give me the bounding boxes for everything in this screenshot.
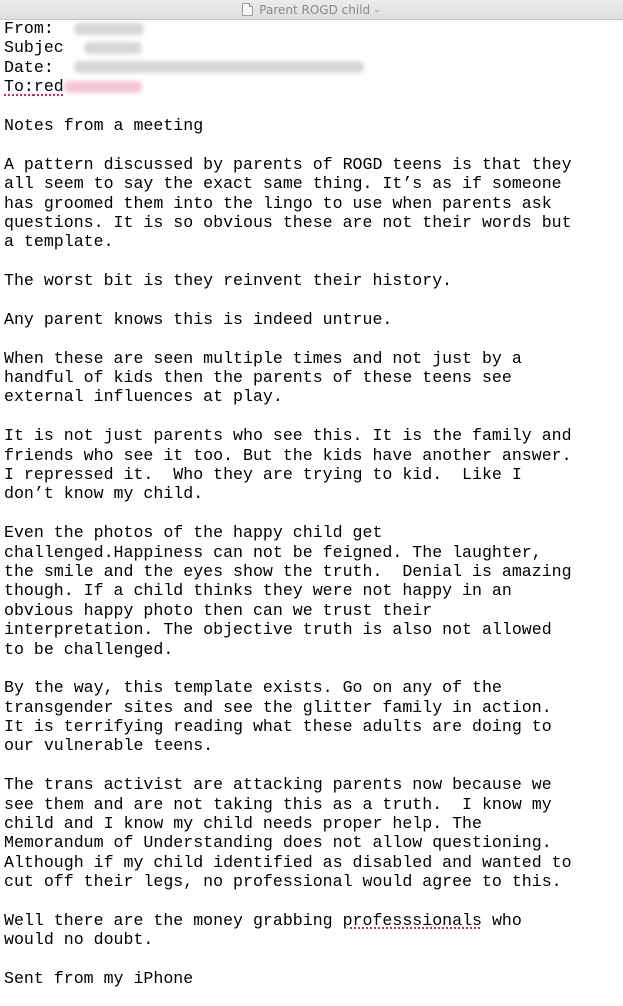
body-line: It is not just parents who see this. It is the family and — [4, 426, 572, 446]
redacted-subject — [84, 42, 142, 54]
body-line: handful of kids then the parents of these teens see — [4, 368, 512, 388]
body-line: Even the photos of the happy child get — [4, 523, 383, 543]
body-line: A pattern discussed by parents of ROGD teens is that they — [4, 154, 572, 174]
body-line: The trans activist are attacking parents now because we — [4, 775, 552, 795]
body-line: friends who see it too. But the kids have another answer. — [4, 445, 572, 465]
body-line: has groomed them into the lingo to use when parents ask — [4, 193, 552, 213]
window-title: Parent ROGD child — [259, 2, 371, 17]
note-title: Notes from a meeting — [4, 115, 204, 135]
body-line: It is terrifying reading what these adults are doing to — [4, 717, 552, 737]
body-line: When these are seen multiple times and not just by a — [4, 348, 522, 368]
body-line: questions. It is so obvious these are not their words but — [4, 212, 572, 232]
body-line: child and I know my child needs proper help. The — [4, 814, 482, 834]
body-line: our vulnerable teens. — [4, 736, 214, 756]
body-line: don’t know my child. — [4, 484, 204, 504]
redacted-sender — [74, 23, 144, 35]
body-line: Well there are the money grabbing professsionals who — [4, 910, 522, 930]
body-line: the smile and the eyes show the truth. Denial is amazing — [4, 561, 572, 581]
email-text-area[interactable] — [4, 19, 615, 989]
body-line: The worst bit is they reinvent their history. — [4, 271, 453, 291]
body-line: interpretation. The objective truth is also not allowed — [4, 620, 552, 640]
from-header — [4, 19, 615, 38]
from-label: From: — [4, 19, 54, 38]
body-line: obvious happy photo then can we trust their — [4, 600, 433, 620]
body-line: I repressed it. Who they are trying to kid. Like I — [4, 464, 522, 484]
body-line: transgender sites and see the glitter family in action. — [4, 697, 552, 717]
to-label: To:red — [4, 77, 64, 97]
body-line: Although if my child identified as disabled and wanted to — [4, 852, 572, 872]
date-label: Date: — [4, 57, 54, 77]
window-titlebar[interactable] — [0, 0, 623, 20]
body-line: challenged.Happiness can not be feigned. The laughter, — [4, 542, 542, 562]
redacted-date — [74, 61, 364, 73]
subject-header — [4, 38, 615, 57]
document-icon — [242, 3, 253, 16]
body-line: all seem to say the exact same thing. It’s as if someone — [4, 174, 562, 194]
subject-label: Subjec — [4, 38, 64, 58]
body-line: would no doubt. — [4, 930, 154, 950]
body-line: a template. — [4, 232, 114, 252]
misspelled-word[interactable]: professsionals — [342, 910, 482, 930]
to-header — [4, 77, 615, 96]
date-header — [4, 58, 615, 77]
body-line: though. If a child thinks they were not happy in an — [4, 581, 512, 601]
body-line: external influences at play. — [4, 387, 283, 407]
body-line: cut off their legs, no professional would agree to this. — [4, 872, 562, 892]
body-line: Memorandum of Understanding does not allow questioning. — [4, 833, 552, 853]
body-line: By the way, this template exists. Go on any of the — [4, 678, 502, 698]
body-line: Any parent knows this is indeed untrue. — [4, 309, 393, 329]
body-line: to be challenged. — [4, 639, 174, 659]
redacted-recipient — [64, 81, 142, 93]
chevron-down-icon[interactable]: ⌄ — [373, 4, 381, 15]
body-line: see them and are not taking this as a truth. I know my — [4, 794, 552, 814]
signature-line: Sent from my iPhone — [4, 969, 194, 989]
